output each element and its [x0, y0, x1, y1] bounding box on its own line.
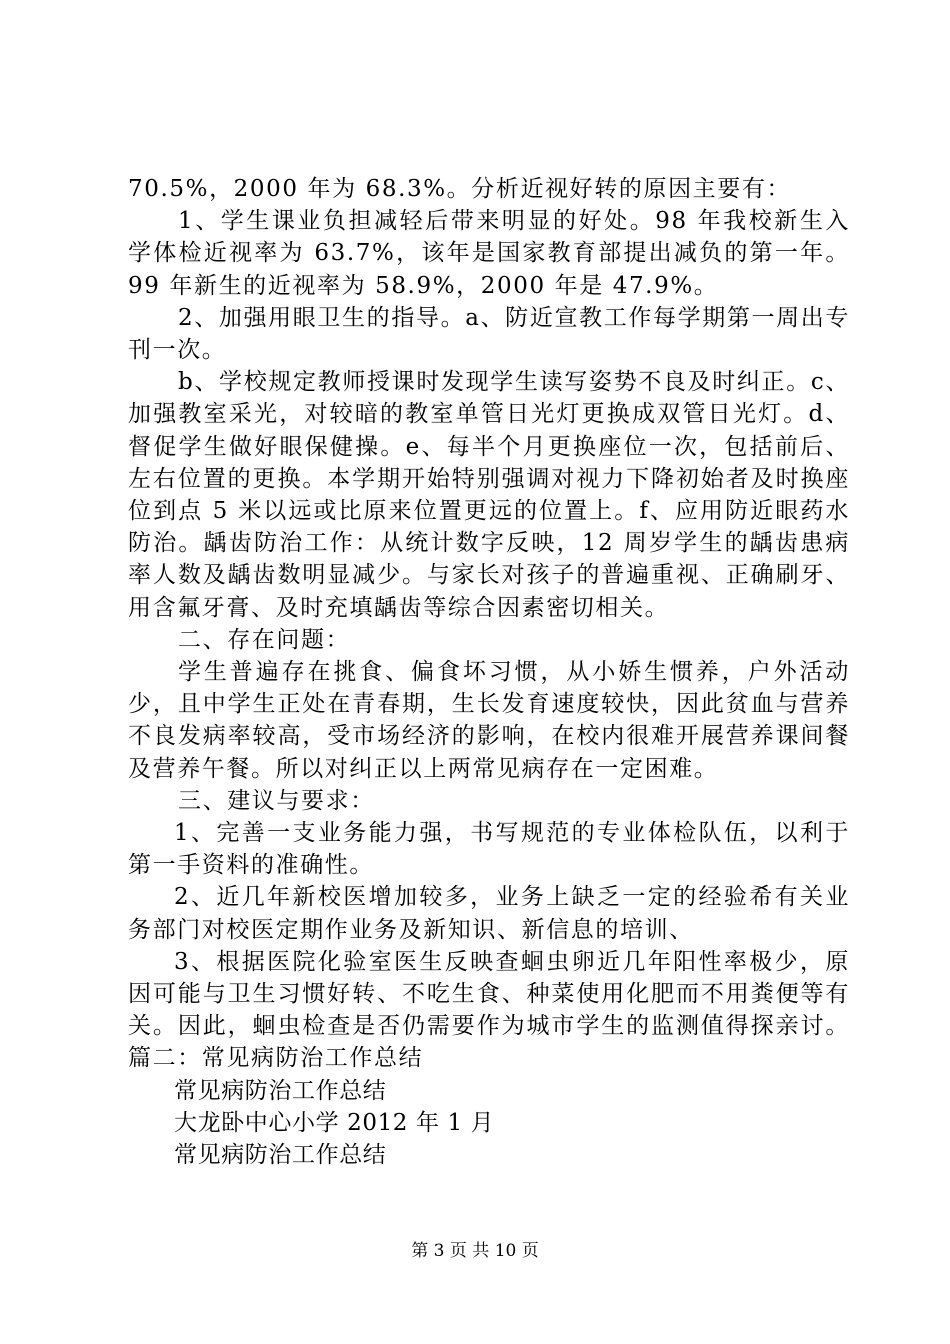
paragraph-problems: 学生普遍存在挑食、偏食坏习惯，从小娇生惯养，户外活动少，且中学生正处在青春期，生长发育速度较快，因此贫血与营养不良发病率较高，受市场经济的影响，在校内很难开展营养课间餐及营养午餐。所以对纠正以上两常见病存在一定困难。 — [128, 659, 850, 782]
school-date-line: 大龙卧中心小学 2012 年 1 月 — [174, 1109, 495, 1136]
page-footer: 第 3 页 共 10 页 — [411, 1241, 539, 1261]
paragraph-suggestion-1: 1、完善一支业务能力强，书写规范的专业体检队伍，以利于第一手资料的准确性。 — [128, 820, 850, 879]
section-heading-suggestions: 三、建议与要求： — [178, 787, 375, 814]
paragraph-measures: b、学校规定教师授课时发现学生读写姿势不良及时纠正。c、加强教室采光，对较暗的教室单管日光灯更换成双管日光灯。d、督促学生做好眼保健操。e、每半个月更换座位一次，包括前后、左右位置的更换。本学期开始特别强调对视力下降初始者及时换座位到点 5 米以远或比原来位置更远的位置上。f、应用防近眼药水防治。龋齿防治工作：从统计数字反映，12 周岁学生的龋齿患病率人数及龋齿数明显减少。与家长对孩子的普遍重视、正确刷牙、用含氟牙膏、及时充填龋齿等综合因素密切相关。 — [128, 369, 850, 621]
paragraph-suggestion-2: 2、近几年新校医增加较多，业务上缺乏一定的经验希有关业务部门对校医定期作业务及新知识、新信息的培训、 — [128, 884, 850, 943]
sub-title: 常见病防治工作总结 — [174, 1077, 387, 1104]
document-body — [128, 173, 850, 1171]
paragraph-reason-1: 1、学生课业负担减轻后带来明显的好处。98 年我校新生入学体检近视率为 63.7%，该年是国家教育部提出减负的第一年。99 年新生的近视率为 58.9%，2000 年是 47.9%。 — [128, 208, 850, 299]
paragraph-reason-2: 2、加强用眼卫生的指导。a、防近宣教工作每学期第一周出专刊一次。 — [128, 304, 850, 364]
sub-title-repeat: 常见病防治工作总结 — [174, 1142, 387, 1169]
paragraph-continuation: 70.5%，2000 年为 68.3%。分析近视好转的原因主要有： — [128, 176, 792, 202]
section-heading-problems: 二、存在问题： — [178, 626, 351, 653]
paragraph-suggestion-3: 3、根据医院化验室医生反映查蛔虫卵近几年阳性率极少，原因可能与卫生习惯好转、不吃生食、种菜使用化肥而不用粪便等有关。因此，蛔虫检查是否仍需要作为城市学生的监测值得探亲讨。篇二：常见病防治工作总结 — [128, 948, 850, 1072]
